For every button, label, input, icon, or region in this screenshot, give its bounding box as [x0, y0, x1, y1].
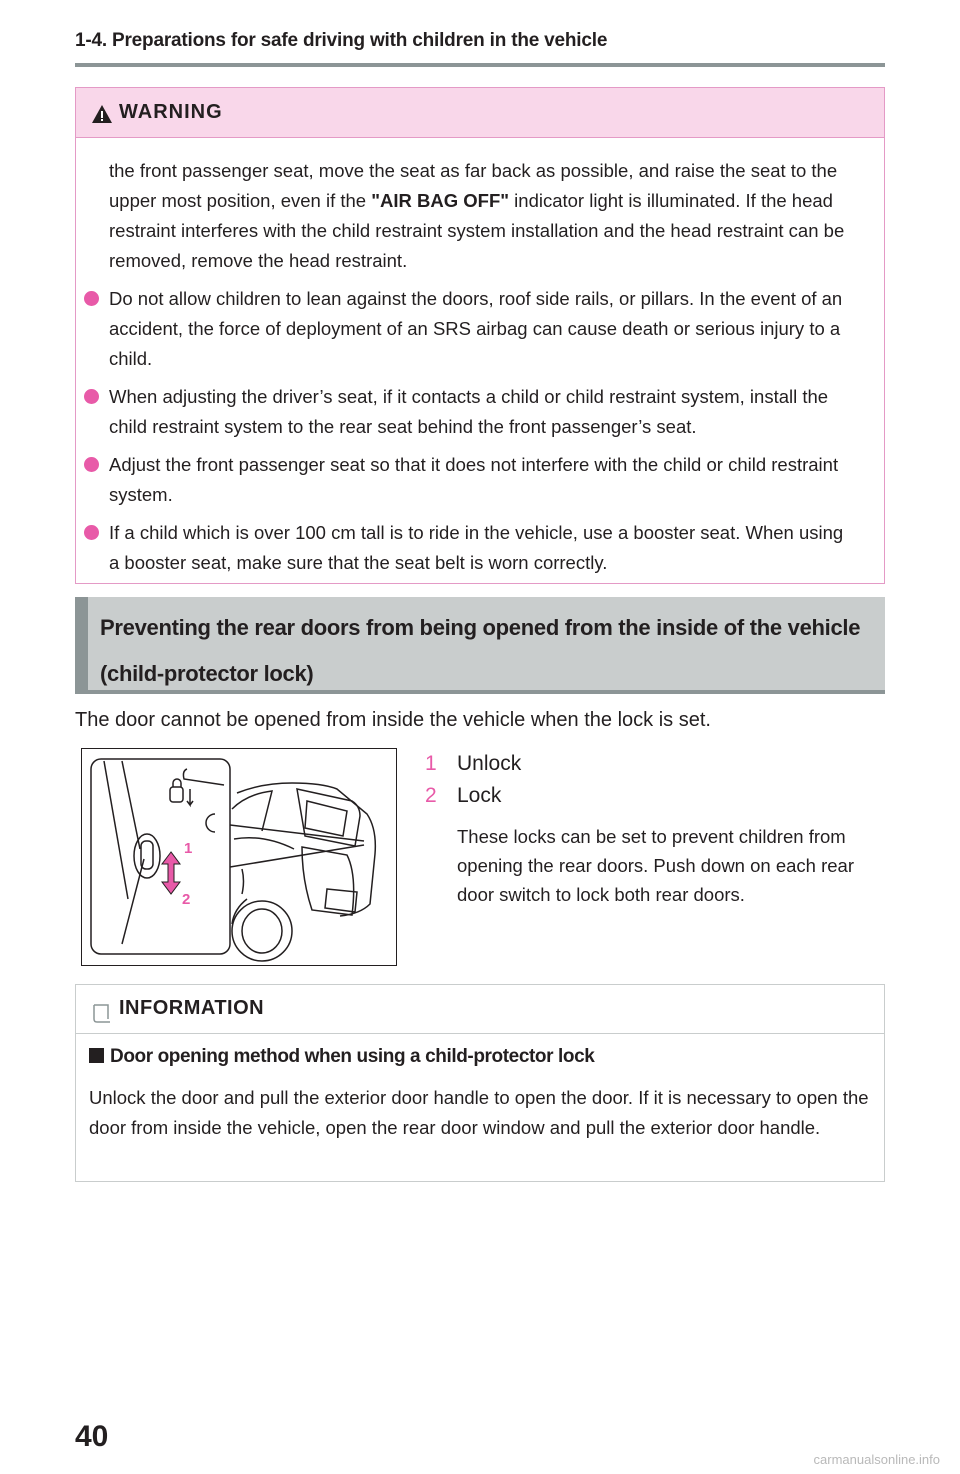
warning-continuation: the front passenger seat, move the seat as far back as possible, and raise the seat to the upper most position, even if the "AIR BAG OFF" indicator light is illuminated. If the head restraint interferes with the child restraint system installation and the head restraint can be removed, remove the head restraint. [109, 160, 845, 271]
warning-triangle-icon [91, 104, 113, 124]
warning-header [76, 88, 884, 138]
running-header: 1-4. Preparations for safe driving with children in the vehicle [75, 30, 608, 51]
bullet-icon [84, 389, 99, 404]
airbag-off-label: "AIR BAG OFF" [371, 190, 510, 211]
warning-body [76, 138, 884, 578]
square-bullet-icon [89, 1048, 104, 1063]
warning-item: If a child which is over 100 cm tall is to ride in the vehicle, use a booster seat. When using a booster seat, make sure that the seat belt is worn correctly. [109, 518, 854, 578]
information-title: INFORMATION [119, 997, 265, 1019]
step-unlock: 1 Unlock [425, 752, 522, 775]
intro-text: The door cannot be opened from inside the vehicle when the lock is set. [75, 709, 711, 731]
bullet-icon [84, 457, 99, 472]
page-number: 40 [75, 1420, 109, 1453]
section-accent [75, 597, 88, 690]
door-illustration [82, 749, 396, 965]
information-subtitle: Door opening method when using a child-protector lock [89, 1046, 594, 1068]
warning-item: When adjusting the driver’s seat, if it contacts a child or child restraint system, install the child restraint system to the rear seat behind the front passenger’s seat. [109, 382, 854, 442]
information-text: Unlock the door and pull the exterior door handle to open the door. If it is necessary to open the door from inside the vehicle, open the rear door window and pull the exterior door handle. [89, 1087, 869, 1138]
section-title: Preventing the rear doors from being opened from the inside of the vehicle (child-protector lock) [100, 615, 861, 686]
bullet-icon [84, 525, 99, 540]
bullet-icon [84, 291, 99, 306]
information-header [76, 985, 884, 1034]
info-note-icon [91, 1003, 113, 1023]
header-rule [75, 63, 885, 67]
warning-box [75, 87, 885, 584]
section-heading [75, 597, 885, 694]
warning-item: Adjust the front passenger seat so that it does not interfere with the child or child restraint system. [109, 450, 854, 510]
figure-label-2: 2 [182, 891, 191, 908]
step-lock: 2 Lock [425, 784, 502, 807]
steps-note: These locks can be set to prevent children from opening the rear doors. Push down on each rear door switch to lock both rear doors. [457, 826, 854, 905]
child-lock-illustration [81, 748, 397, 966]
watermark: carmanualsonline.info [813, 1452, 940, 1467]
warning-title: WARNING [119, 101, 223, 123]
figure-label-1: 1 [184, 840, 193, 857]
information-box [75, 984, 885, 1182]
steps-list [425, 748, 885, 909]
warning-item: Do not allow children to lean against the doors, roof side rails, or pillars. In the event of an accident, the force of deployment of an SRS airbag can cause death or serious injury to a child. [109, 284, 854, 374]
